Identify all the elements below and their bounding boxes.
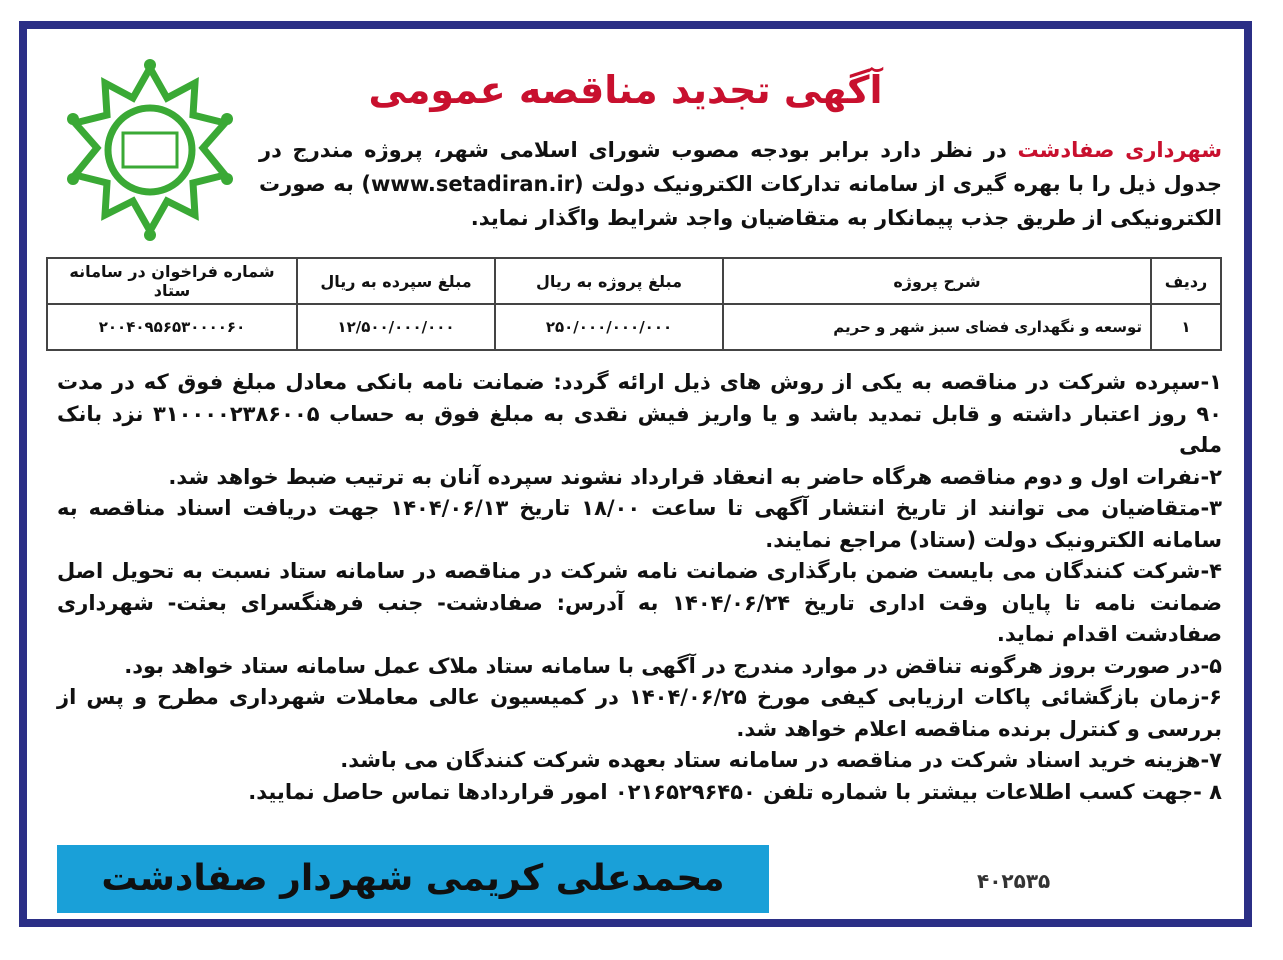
list-item: ۷-هزینه خرید اسناد شرکت در مناقصه در سامانه ستاد بعهده شرکت کنندگان می باشد. [340, 748, 1222, 772]
municipality-logo [55, 53, 245, 248]
notice-frame [19, 21, 1252, 927]
notice-code: ۴۰۲۵۳۵ [977, 869, 1051, 893]
table-row [47, 304, 1221, 350]
list-item: ۵-در صورت بروز هرگونه تناقض در موارد مندرج در آگهی با سامانه ستاد ملاک عمل سامانه ستاد خواهد بود. [124, 653, 1222, 678]
cell-row-number: ۱ [1151, 304, 1221, 350]
header-deposit-amount: مبلغ سپرده به ریال [297, 258, 495, 304]
list-item: ۳-متقاضیان می توانند از تاریخ انتشار آگهی تا ساعت ۱۸/۰۰ تاریخ ۱۴۰۴/۰۶/۱۳ جهت دریافت اسناد مناقصه به سامانه الکترونیک دولت (ستاد) مراجع نمایند. [57, 496, 1222, 552]
header-project-amount: مبلغ پروژه به ریال [495, 258, 723, 304]
intro-text: در نظر دارد برابر بودجه مصوب شورای اسلامی شهر، پروژه مندرج در جدول ذیل را با بهره گیری از سامانه تدارکات الکترونیک دولت (www.setadiran.ir) به صورت الکترونیکی از طریق جذب پیمانکار به متقاضیان واجد شرایط واگذار نماید. [259, 138, 1222, 230]
cell-deposit-amount: ۱۲/۵۰۰/۰۰۰/۰۰۰ [297, 304, 495, 350]
project-table [46, 257, 1222, 351]
cell-project-amount: ۲۵۰/۰۰۰/۰۰۰/۰۰۰ [495, 304, 723, 350]
header-call-number: شماره فراخوان در سامانه ستاد [47, 258, 297, 304]
list-item: ۱-سپرده شرکت در مناقصه به یکی از روش های ذیل ارائه گردد: ضمانت نامه بانکی معادل مبلغ فوق که در مدت ۹۰ روز اعتبار داشته و قابل تمدید باشد و یا واریز فیش نقدی به مبلغ فوق به حساب ۳۱۰۰۰۰۲۳۸۶۰۰۵ نزد بانک ملی [57, 370, 1222, 457]
signature-banner: محمدعلی کریمی شهردار صفادشت [57, 845, 769, 913]
notice-title: آگهی تجدید مناقصه عمومی [368, 68, 883, 112]
cell-description: توسعه و نگهداری فضای سبز شهر و حریم [723, 304, 1151, 350]
municipality-name: شهرداری صفادشت [1017, 138, 1222, 162]
flower-emblem-icon [55, 53, 245, 248]
list-item: ۲-نفرات اول و دوم مناقصه هرگاه حاضر به انعقاد قرارداد نشوند سپرده آنان به ترتیب ضبط خواهد شد. [168, 464, 1222, 489]
list-item: ۸ -جهت کسب اطلاعات بیشتر با شماره تلفن ۰۲۱۶۵۲۹۶۴۵۰ امور قراردادها تماس حاصل نمایید. [248, 779, 1222, 804]
list-item: ۴-شرکت کنندگان می بایست ضمن بارگذاری ضمانت نامه شرکت در مناقصه در سامانه ستاد نسبت به تحویل اصل ضمانت نامه تا پایان وقت اداری تاریخ ۱۴۰۴/۰۶/۲۴ به آدرس: صفادشت- جنب فرهنگسرای بعثت- شهرداری صفادشت اقدام نماید. [57, 559, 1223, 646]
table-header-row [47, 258, 1221, 304]
list-item: ۶-زمان بازگشائی پاکات ارزیابی کیفی مورخ ۱۴۰۴/۰۶/۲۵ در کمیسیون عالی معاملات شهرداری مطرح و پس از بررسی و کنترل برنده مناقصه اعلام خواهد شد. [57, 685, 1222, 741]
intro-paragraph [259, 133, 1222, 235]
conditions-list [57, 367, 1222, 808]
cell-call-number: ۲۰۰۴۰۹۵۶۵۳۰۰۰۰۶۰ [47, 304, 297, 350]
notice-body [37, 39, 1234, 909]
header-description: شرح پروژه [723, 258, 1151, 304]
header-row-number: ردیف [1151, 258, 1221, 304]
